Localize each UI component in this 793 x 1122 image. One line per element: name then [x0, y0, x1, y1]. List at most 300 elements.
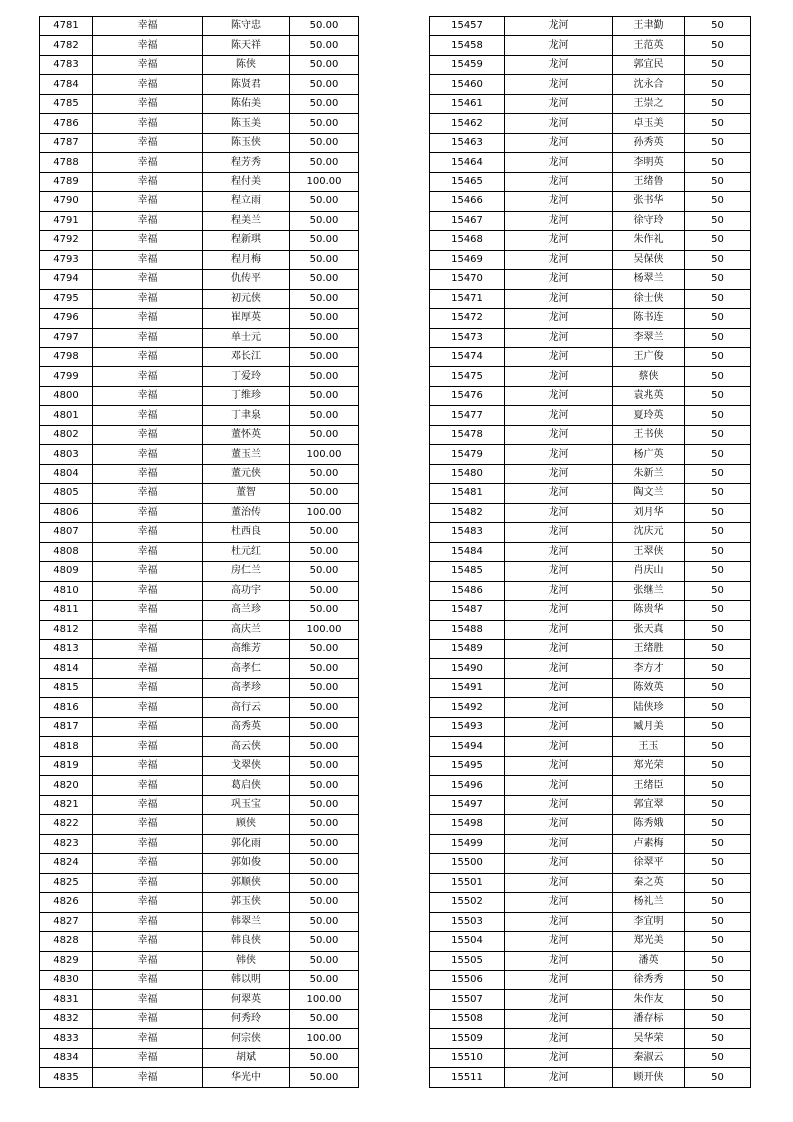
- table-row: [40, 932, 359, 951]
- name-cell: 李明英: [613, 153, 685, 172]
- id-cell: 15463: [430, 133, 505, 152]
- town-cell: 幸福: [93, 873, 203, 892]
- name-cell: 张继兰: [613, 581, 685, 600]
- amount-cell: 50.00: [290, 776, 359, 795]
- id-cell: 15478: [430, 425, 505, 444]
- id-cell: 15505: [430, 951, 505, 970]
- table-row: [430, 133, 751, 152]
- amount-cell: 50.00: [290, 367, 359, 386]
- town-cell: 龙河: [505, 562, 613, 581]
- amount-cell: 50.00: [290, 893, 359, 912]
- name-cell: 陆侠珍: [613, 698, 685, 717]
- town-cell: 龙河: [505, 386, 613, 405]
- name-cell: 刘月华: [613, 503, 685, 522]
- table-row: [430, 386, 751, 405]
- name-cell: 郭如俊: [203, 854, 290, 873]
- name-cell: 韩以明: [203, 970, 290, 989]
- amount-cell: 50.00: [290, 94, 359, 113]
- amount-cell: 50: [685, 503, 751, 522]
- table-row: [430, 250, 751, 269]
- id-cell: 4787: [40, 133, 93, 152]
- table-row: [40, 406, 359, 425]
- name-cell: 徐士侠: [613, 289, 685, 308]
- amount-cell: 50: [685, 55, 751, 74]
- town-cell: 幸福: [93, 309, 203, 328]
- name-cell: 杨翠兰: [613, 270, 685, 289]
- id-cell: 15480: [430, 464, 505, 483]
- name-cell: 陈玉侠: [203, 133, 290, 152]
- name-cell: 邓长江: [203, 347, 290, 366]
- table-row: [430, 289, 751, 308]
- name-cell: 孙秀英: [613, 133, 685, 152]
- id-cell: 15506: [430, 970, 505, 989]
- id-cell: 15486: [430, 581, 505, 600]
- table-row: [40, 445, 359, 464]
- name-cell: 丁爱玲: [203, 367, 290, 386]
- amount-cell: 50.00: [290, 1009, 359, 1028]
- town-cell: 幸福: [93, 1048, 203, 1067]
- town-cell: 龙河: [505, 406, 613, 425]
- table-row: [40, 250, 359, 269]
- table-row: [430, 737, 751, 756]
- id-cell: 4802: [40, 425, 93, 444]
- name-cell: 陈守忠: [203, 17, 290, 36]
- name-cell: 郭宜翠: [613, 795, 685, 814]
- id-cell: 15482: [430, 503, 505, 522]
- amount-cell: 50: [685, 1009, 751, 1028]
- town-cell: 幸福: [93, 601, 203, 620]
- table-row: [40, 36, 359, 55]
- town-cell: 龙河: [505, 523, 613, 542]
- amount-cell: 50: [685, 581, 751, 600]
- town-cell: 幸福: [93, 1009, 203, 1028]
- name-cell: 陈秀娥: [613, 815, 685, 834]
- town-cell: 龙河: [505, 17, 613, 36]
- name-cell: 胡斌: [203, 1048, 290, 1067]
- id-cell: 4833: [40, 1029, 93, 1048]
- name-cell: 王广俊: [613, 347, 685, 366]
- name-cell: 沈庆元: [613, 523, 685, 542]
- town-cell: 幸福: [93, 17, 203, 36]
- amount-cell: 50: [685, 328, 751, 347]
- name-cell: 高云侠: [203, 737, 290, 756]
- town-cell: 龙河: [505, 893, 613, 912]
- town-cell: 龙河: [505, 678, 613, 697]
- table-row: [40, 640, 359, 659]
- table-row: [430, 834, 751, 853]
- id-cell: 4805: [40, 484, 93, 503]
- table-row: [430, 55, 751, 74]
- id-cell: 4829: [40, 951, 93, 970]
- table-row: [40, 620, 359, 639]
- id-cell: 15467: [430, 211, 505, 230]
- table-row: [430, 211, 751, 230]
- amount-cell: 100.00: [290, 172, 359, 191]
- amount-cell: 50: [685, 815, 751, 834]
- amount-cell: 50.00: [290, 386, 359, 405]
- town-cell: 幸福: [93, 328, 203, 347]
- town-cell: 幸福: [93, 367, 203, 386]
- id-cell: 15501: [430, 873, 505, 892]
- id-cell: 15507: [430, 990, 505, 1009]
- id-cell: 4795: [40, 289, 93, 308]
- table-row: [430, 523, 751, 542]
- town-cell: 龙河: [505, 1068, 613, 1087]
- amount-cell: 50: [685, 756, 751, 775]
- id-cell: 15462: [430, 114, 505, 133]
- town-cell: 龙河: [505, 231, 613, 250]
- table-row: [430, 75, 751, 94]
- table-row: [430, 795, 751, 814]
- table-row: [430, 425, 751, 444]
- name-cell: 李方才: [613, 659, 685, 678]
- town-cell: 龙河: [505, 445, 613, 464]
- town-cell: 龙河: [505, 698, 613, 717]
- town-cell: 幸福: [93, 659, 203, 678]
- table-row: [40, 990, 359, 1009]
- table-row: [430, 893, 751, 912]
- amount-cell: 50.00: [290, 153, 359, 172]
- town-cell: 幸福: [93, 192, 203, 211]
- table-row: [430, 815, 751, 834]
- table-row: [40, 328, 359, 347]
- name-cell: 肖庆山: [613, 562, 685, 581]
- town-cell: 幸福: [93, 893, 203, 912]
- town-cell: 幸福: [93, 756, 203, 775]
- table-row: [430, 406, 751, 425]
- id-cell: 4796: [40, 309, 93, 328]
- name-cell: 郭玉侠: [203, 893, 290, 912]
- amount-cell: 50.00: [290, 542, 359, 561]
- name-cell: 顾开侠: [613, 1068, 685, 1087]
- table-row: [430, 912, 751, 931]
- id-cell: 4809: [40, 562, 93, 581]
- name-cell: 秦淑云: [613, 1048, 685, 1067]
- town-cell: 龙河: [505, 601, 613, 620]
- table-row: [430, 756, 751, 775]
- town-cell: 幸福: [93, 912, 203, 931]
- name-cell: 崔厚英: [203, 309, 290, 328]
- table-row: [430, 114, 751, 133]
- name-cell: 程新琪: [203, 231, 290, 250]
- town-cell: 龙河: [505, 75, 613, 94]
- amount-cell: 50.00: [290, 114, 359, 133]
- amount-cell: 50.00: [290, 1068, 359, 1087]
- amount-cell: 100.00: [290, 620, 359, 639]
- name-cell: 潘存标: [613, 1009, 685, 1028]
- table-row: [430, 620, 751, 639]
- name-cell: 高维芳: [203, 640, 290, 659]
- name-cell: 程美兰: [203, 211, 290, 230]
- id-cell: 4804: [40, 464, 93, 483]
- table-row: [40, 795, 359, 814]
- amount-cell: 50: [685, 698, 751, 717]
- amount-cell: 50.00: [290, 854, 359, 873]
- id-cell: 15481: [430, 484, 505, 503]
- amount-cell: 50.00: [290, 834, 359, 853]
- town-cell: 龙河: [505, 542, 613, 561]
- table-row: [430, 1009, 751, 1028]
- id-cell: 15460: [430, 75, 505, 94]
- town-cell: 龙河: [505, 367, 613, 386]
- name-cell: 夏玲英: [613, 406, 685, 425]
- table-row: [40, 717, 359, 736]
- amount-cell: 50: [685, 873, 751, 892]
- amount-cell: 50.00: [290, 231, 359, 250]
- amount-cell: 50.00: [290, 951, 359, 970]
- amount-cell: 50: [685, 932, 751, 951]
- amount-cell: 50: [685, 289, 751, 308]
- id-cell: 4781: [40, 17, 93, 36]
- id-cell: 15477: [430, 406, 505, 425]
- table-row: [430, 309, 751, 328]
- id-cell: 15508: [430, 1009, 505, 1028]
- amount-cell: 50: [685, 367, 751, 386]
- town-cell: 幸福: [93, 854, 203, 873]
- id-cell: 15499: [430, 834, 505, 853]
- name-cell: 丁维珍: [203, 386, 290, 405]
- id-cell: 15489: [430, 640, 505, 659]
- name-cell: 王聿勤: [613, 17, 685, 36]
- town-cell: 幸福: [93, 445, 203, 464]
- name-cell: 高兰珍: [203, 601, 290, 620]
- table-row: [430, 581, 751, 600]
- name-cell: 何翠英: [203, 990, 290, 1009]
- town-cell: 幸福: [93, 620, 203, 639]
- town-cell: 幸福: [93, 970, 203, 989]
- town-cell: 龙河: [505, 211, 613, 230]
- id-cell: 4812: [40, 620, 93, 639]
- amount-cell: 50: [685, 893, 751, 912]
- amount-cell: 50.00: [290, 484, 359, 503]
- town-cell: 幸福: [93, 640, 203, 659]
- name-cell: 韩良侠: [203, 932, 290, 951]
- town-cell: 龙河: [505, 270, 613, 289]
- id-cell: 15472: [430, 309, 505, 328]
- town-cell: 龙河: [505, 192, 613, 211]
- amount-cell: 50: [685, 640, 751, 659]
- id-cell: 4791: [40, 211, 93, 230]
- town-cell: 幸福: [93, 464, 203, 483]
- town-cell: 幸福: [93, 36, 203, 55]
- id-cell: 4817: [40, 717, 93, 736]
- left-table-body: [40, 17, 359, 1088]
- table-row: [430, 503, 751, 522]
- amount-cell: 50: [685, 562, 751, 581]
- amount-cell: 50: [685, 36, 751, 55]
- town-cell: 龙河: [505, 1029, 613, 1048]
- table-row: [40, 425, 359, 444]
- amount-cell: 50: [685, 484, 751, 503]
- name-cell: 程芳秀: [203, 153, 290, 172]
- table-row: [430, 873, 751, 892]
- town-cell: 幸福: [93, 484, 203, 503]
- name-cell: 杜元红: [203, 542, 290, 561]
- amount-cell: 50: [685, 17, 751, 36]
- amount-cell: 50: [685, 172, 751, 191]
- town-cell: 龙河: [505, 620, 613, 639]
- amount-cell: 50: [685, 795, 751, 814]
- table-row: [430, 951, 751, 970]
- name-cell: 陈贵华: [613, 601, 685, 620]
- table-row: [430, 601, 751, 620]
- amount-cell: 50: [685, 133, 751, 152]
- town-cell: 幸福: [93, 503, 203, 522]
- amount-cell: 50.00: [290, 55, 359, 74]
- amount-cell: 100.00: [290, 445, 359, 464]
- amount-cell: 50: [685, 834, 751, 853]
- town-cell: 龙河: [505, 990, 613, 1009]
- table-row: [40, 912, 359, 931]
- town-cell: 幸福: [93, 211, 203, 230]
- name-cell: 何宗侠: [203, 1029, 290, 1048]
- name-cell: 王翠侠: [613, 542, 685, 561]
- table-row: [40, 776, 359, 795]
- town-cell: 龙河: [505, 250, 613, 269]
- name-cell: 徐翠平: [613, 854, 685, 873]
- town-cell: 龙河: [505, 503, 613, 522]
- amount-cell: 50: [685, 854, 751, 873]
- town-cell: 幸福: [93, 406, 203, 425]
- town-cell: 幸福: [93, 737, 203, 756]
- id-cell: 4822: [40, 815, 93, 834]
- amount-cell: 50.00: [290, 192, 359, 211]
- amount-cell: 50: [685, 1029, 751, 1048]
- id-cell: 4792: [40, 231, 93, 250]
- name-cell: 单士元: [203, 328, 290, 347]
- table-row: [40, 698, 359, 717]
- id-cell: 15503: [430, 912, 505, 931]
- name-cell: 陈玉美: [203, 114, 290, 133]
- name-cell: 高孝仁: [203, 659, 290, 678]
- town-cell: 龙河: [505, 854, 613, 873]
- amount-cell: 50.00: [290, 270, 359, 289]
- town-cell: 龙河: [505, 172, 613, 191]
- id-cell: 15493: [430, 717, 505, 736]
- table-row: [40, 231, 359, 250]
- table-row: [430, 678, 751, 697]
- name-cell: 蔡侠: [613, 367, 685, 386]
- id-cell: 4834: [40, 1048, 93, 1067]
- town-cell: 龙河: [505, 484, 613, 503]
- id-cell: 4784: [40, 75, 93, 94]
- name-cell: 房仁兰: [203, 562, 290, 581]
- amount-cell: 50: [685, 75, 751, 94]
- amount-cell: 50: [685, 542, 751, 561]
- town-cell: 幸福: [93, 114, 203, 133]
- id-cell: 4824: [40, 854, 93, 873]
- name-cell: 华光中: [203, 1068, 290, 1087]
- town-cell: 龙河: [505, 932, 613, 951]
- name-cell: 韩翠兰: [203, 912, 290, 931]
- table-row: [40, 581, 359, 600]
- town-cell: 幸福: [93, 795, 203, 814]
- name-cell: 徐秀秀: [613, 970, 685, 989]
- id-cell: 4783: [40, 55, 93, 74]
- amount-cell: 50: [685, 970, 751, 989]
- amount-cell: 50.00: [290, 970, 359, 989]
- amount-cell: 50.00: [290, 133, 359, 152]
- table-row: [430, 36, 751, 55]
- town-cell: 幸福: [93, 172, 203, 191]
- town-cell: 幸福: [93, 1068, 203, 1087]
- id-cell: 4793: [40, 250, 93, 269]
- left-table: [39, 16, 359, 1088]
- name-cell: 何秀玲: [203, 1009, 290, 1028]
- table-row: [40, 55, 359, 74]
- town-cell: 幸福: [93, 562, 203, 581]
- amount-cell: 50: [685, 523, 751, 542]
- town-cell: 龙河: [505, 1009, 613, 1028]
- town-cell: 幸福: [93, 153, 203, 172]
- town-cell: 龙河: [505, 133, 613, 152]
- town-cell: 幸福: [93, 55, 203, 74]
- id-cell: 15465: [430, 172, 505, 191]
- town-cell: 幸福: [93, 250, 203, 269]
- table-row: [430, 659, 751, 678]
- town-cell: 龙河: [505, 912, 613, 931]
- table-row: [430, 153, 751, 172]
- name-cell: 董怀英: [203, 425, 290, 444]
- table-row: [40, 94, 359, 113]
- id-cell: 4835: [40, 1068, 93, 1087]
- id-cell: 15470: [430, 270, 505, 289]
- name-cell: 王书侠: [613, 425, 685, 444]
- name-cell: 仇传平: [203, 270, 290, 289]
- name-cell: 陈佑美: [203, 94, 290, 113]
- table-row: [40, 893, 359, 912]
- right-table-body: [430, 17, 751, 1088]
- table-row: [40, 114, 359, 133]
- amount-cell: 50.00: [290, 523, 359, 542]
- id-cell: 4832: [40, 1009, 93, 1028]
- id-cell: 15484: [430, 542, 505, 561]
- amount-cell: 100.00: [290, 503, 359, 522]
- town-cell: 幸福: [93, 698, 203, 717]
- name-cell: 王绪臣: [613, 776, 685, 795]
- table-row: [40, 211, 359, 230]
- amount-cell: 50.00: [290, 698, 359, 717]
- town-cell: 幸福: [93, 386, 203, 405]
- amount-cell: 50: [685, 659, 751, 678]
- table-row: [40, 562, 359, 581]
- name-cell: 郑光荣: [613, 756, 685, 775]
- name-cell: 李翠兰: [613, 328, 685, 347]
- name-cell: 董元侠: [203, 464, 290, 483]
- amount-cell: 50.00: [290, 211, 359, 230]
- amount-cell: 50: [685, 94, 751, 113]
- name-cell: 丁聿泉: [203, 406, 290, 425]
- amount-cell: 100.00: [290, 1029, 359, 1048]
- amount-cell: 50: [685, 990, 751, 1009]
- id-cell: 15485: [430, 562, 505, 581]
- amount-cell: 50.00: [290, 289, 359, 308]
- table-row: [40, 1048, 359, 1067]
- id-cell: 4821: [40, 795, 93, 814]
- table-row: [40, 854, 359, 873]
- id-cell: 15479: [430, 445, 505, 464]
- town-cell: 幸福: [93, 717, 203, 736]
- table-row: [430, 932, 751, 951]
- id-cell: 15488: [430, 620, 505, 639]
- id-cell: 4814: [40, 659, 93, 678]
- table-row: [430, 990, 751, 1009]
- amount-cell: 50.00: [290, 562, 359, 581]
- amount-cell: 50: [685, 231, 751, 250]
- amount-cell: 50.00: [290, 309, 359, 328]
- name-cell: 徐守玲: [613, 211, 685, 230]
- town-cell: 幸福: [93, 678, 203, 697]
